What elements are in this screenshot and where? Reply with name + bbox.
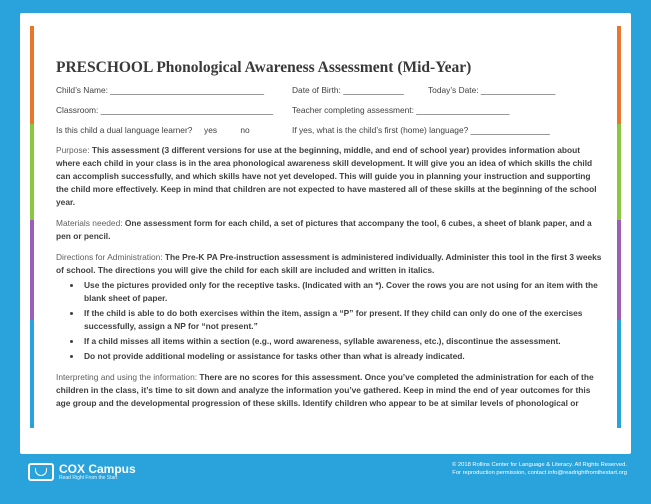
child-name-field: Child’s Name: _________________________________ <box>56 85 265 95</box>
form-row-2 <box>56 104 604 117</box>
list-item: • If a child misses all items within a section (e.g., word awareness, syllable awareness, etc.), discontinue the assessment. <box>82 335 604 348</box>
purpose-text: This assessment (3 different versions for use at the beginning, middle, and end of school year) provides information about where each child in your class is in the area phonological awareness skill development. It will give you an idea of which skills the child can accomplish successfully, and which skills have not yet developed. This will guide you in planning your instruction and supporting the child more effectively. Keep in mind that children are not expected to have mastered all of these skills at the beginning of the school year. <box>56 145 597 207</box>
purpose-label: Purpose: <box>56 145 92 155</box>
interpreting-paragraph <box>56 371 604 410</box>
stripe-green-left <box>30 124 34 220</box>
footer-copyright <box>452 461 627 477</box>
stripe-orange-left <box>30 26 34 124</box>
interpreting-text: There are no scores for this assessment. Once you’ve completed the administration for each of the children in the class, it’s time to sit down and analyze the information you’ve gathered. Keep in mind the end of year outcomes for this age group and the developmental progression of these skills. Identify children who appear to be at similar levels of phonological or <box>56 372 594 408</box>
list-item: • Do not provide additional modeling or assistance for tasks other than what is already indicated. <box>82 350 604 363</box>
materials-paragraph <box>56 217 604 243</box>
materials-text: One assessment form for each child, a set of pictures that accompany the tool, 6 cubes, a sheet of blank paper, and a pen or pencil. <box>56 218 592 241</box>
directions-list <box>56 279 604 363</box>
stripe-blue-left <box>30 320 34 428</box>
book-icon <box>28 463 54 481</box>
materials-label: Materials needed: <box>56 218 125 228</box>
directions-paragraph <box>56 251 604 277</box>
list-item: • Use the pictures provided only for the receptive tasks. (Indicated with an *). Cover the rows you are not using for an item with the blank sheet of paper. <box>82 279 604 305</box>
todays-date-field: Today’s Date: ________________ <box>428 85 556 95</box>
stripe-purple-left <box>30 220 34 320</box>
interpreting-label: Interpreting and using the information: <box>56 372 200 382</box>
directions-text: The Pre-K PA Pre-instruction assessment is administered individually. Administer this tool in the first 3 weeks of school. The directions you will give the child for each skill are included and written in italics. <box>56 252 602 275</box>
brand-name: COX Campus <box>59 462 136 476</box>
directions-label: Directions for Administration: <box>56 252 165 262</box>
dual-language-question: Is this child a dual language learner? yes no <box>56 125 250 135</box>
stripe-green-right <box>617 124 621 220</box>
permission-line: For reproduction permission, contact info@readrightfromthestart.org <box>452 470 627 476</box>
stripe-purple-right <box>617 220 621 320</box>
copyright-line: © 2018 Rollins Center for Language & Literacy. All Rights Reserved. <box>452 462 627 468</box>
date-of-birth-field: Date of Birth: _____________ <box>292 85 404 95</box>
teacher-field: Teacher completing assessment: ____________________ <box>292 105 510 115</box>
cox-campus-logo <box>28 461 136 483</box>
form-row-1 <box>56 84 604 97</box>
stripe-blue-right <box>617 320 621 428</box>
document-title: PRESCHOOL Phonological Awareness Assessment (Mid-Year) <box>56 59 472 76</box>
purpose-paragraph <box>56 144 604 209</box>
brand-tagline: Read Right From the Start <box>59 475 118 481</box>
classroom-field: Classroom: _____________________________________ <box>56 105 274 115</box>
form-row-3 <box>56 124 604 137</box>
list-item: • If the child is able to do both exercises within the item, assign a “P” for present. If they child can only do one of the exercises successfully, assign a NP for “not present.” <box>82 307 604 333</box>
home-language-field: If yes, what is the child’s first (home) language? _________________ <box>292 125 550 135</box>
document-content <box>56 58 604 450</box>
stripe-orange-right <box>617 26 621 124</box>
